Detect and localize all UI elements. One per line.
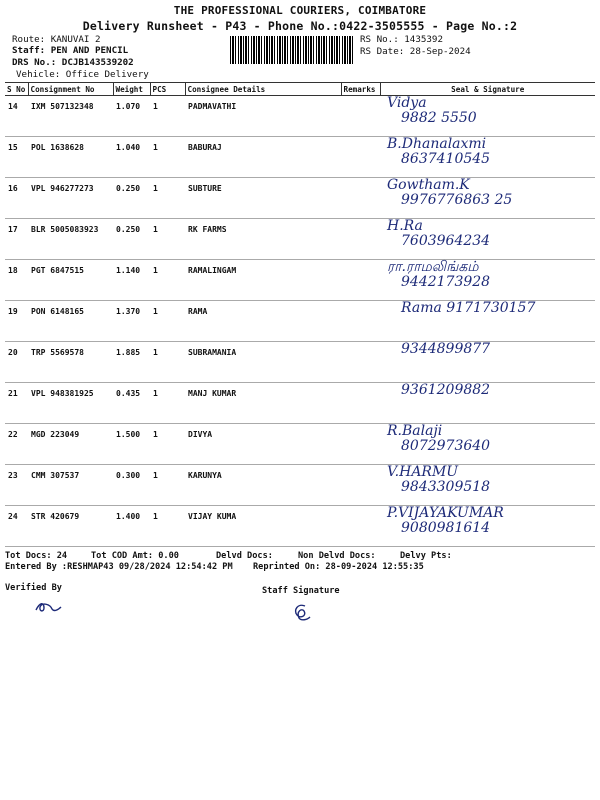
- row-consignment-no: PON 6148165: [28, 301, 113, 342]
- verified-by-label: Verified By: [5, 583, 62, 593]
- row-seal-signature: [380, 383, 595, 424]
- header-remarks: Remarks: [341, 83, 380, 96]
- company-title: THE PROFESSIONAL COURIERS, COIMBATORE: [173, 4, 427, 17]
- row-consignment-no: POL 1638628: [28, 137, 113, 178]
- staff-signature-label: Staff Signature: [262, 586, 340, 596]
- handwritten-signature: R.Balaji: [387, 423, 443, 439]
- row-remarks: [341, 137, 380, 178]
- row-remarks: [341, 219, 380, 260]
- handwritten-signature: Vidya: [387, 95, 427, 111]
- handwritten-signature: B.Dhanalaxmi: [387, 136, 487, 152]
- row-remarks: [341, 383, 380, 424]
- row-consignee: RAMA: [185, 301, 341, 342]
- row-consignment-no: PGT 6847515: [28, 260, 113, 301]
- handwritten-phone: 8072973640: [401, 438, 491, 454]
- row-sno: 15: [5, 137, 28, 178]
- runsheet-subtitle: Delivery Runsheet - P43 - Phone No.:0422-3505555 - Page No.:2: [82, 19, 518, 33]
- header-seal-signature: Seal & Signature: [380, 83, 595, 96]
- row-pcs: 1: [150, 383, 185, 424]
- table-row: [5, 506, 595, 547]
- row-consignment-no: STR 420679: [28, 506, 113, 547]
- row-sno: 24: [5, 506, 28, 547]
- row-pcs: 1: [150, 465, 185, 506]
- handwritten-phone: Rama 9171730157: [401, 300, 536, 316]
- row-seal-signature: [380, 219, 595, 260]
- table-row: [5, 342, 595, 383]
- reprinted-on: Reprinted On: 28-09-2024 12:55:35: [253, 562, 424, 572]
- row-seal-signature: [380, 178, 595, 219]
- row-pcs: 1: [150, 342, 185, 383]
- row-weight: 1.885: [113, 342, 150, 383]
- row-consignee: KARUNYA: [185, 465, 341, 506]
- row-weight: 0.250: [113, 219, 150, 260]
- row-pcs: 1: [150, 301, 185, 342]
- row-consignee: SUBRAMANIA: [185, 342, 341, 383]
- handwritten-phone: 9344899877: [401, 341, 491, 357]
- handwritten-phone: 9080981614: [401, 520, 491, 536]
- table-row: [5, 301, 595, 342]
- row-consignee: RAMALINGAM: [185, 260, 341, 301]
- table-header-row: [5, 83, 595, 96]
- row-weight: 1.070: [113, 96, 150, 137]
- table-row: [5, 465, 595, 506]
- row-remarks: [341, 96, 380, 137]
- row-pcs: 1: [150, 219, 185, 260]
- row-seal-signature: [380, 96, 595, 137]
- row-weight: 1.500: [113, 424, 150, 465]
- handwritten-signature: H.Ra: [387, 218, 423, 234]
- drs-number: DRS No.: DCJB143539202: [12, 57, 134, 68]
- rs-date: RS Date: 28-Sep-2024: [360, 46, 471, 57]
- total-docs: Tot Docs: 24: [5, 551, 68, 561]
- row-sno: 21: [5, 383, 28, 424]
- runsheet-table: [5, 82, 595, 547]
- row-consignee: VIJAY KUMA: [185, 506, 341, 547]
- row-pcs: 1: [150, 178, 185, 219]
- non-delivered-docs: Non Delvd Docs:: [298, 551, 376, 561]
- row-weight: 1.040: [113, 137, 150, 178]
- row-sno: 23: [5, 465, 28, 506]
- table-row: [5, 260, 595, 301]
- row-weight: 0.435: [113, 383, 150, 424]
- header-pcs: PCS: [150, 83, 185, 96]
- row-sno: 14: [5, 96, 28, 137]
- row-remarks: [341, 465, 380, 506]
- row-consignment-no: VPL 946277273: [28, 178, 113, 219]
- handwritten-phone: 9442173928: [401, 274, 491, 290]
- row-consignment-no: MGD 223049: [28, 424, 113, 465]
- row-consignment-no: IXM 507132348: [28, 96, 113, 137]
- table-row: [5, 383, 595, 424]
- handwritten-phone: 7603964234: [401, 233, 491, 249]
- row-remarks: [341, 260, 380, 301]
- row-consignee: PADMAVATHI: [185, 96, 341, 137]
- handwritten-phone: 8637410545: [401, 151, 491, 167]
- row-consignment-no: VPL 948381925: [28, 383, 113, 424]
- row-pcs: 1: [150, 96, 185, 137]
- row-sno: 20: [5, 342, 28, 383]
- row-consignment-no: CMM 307537: [28, 465, 113, 506]
- header-consignee: Consignee Details: [185, 83, 341, 96]
- row-seal-signature: [380, 137, 595, 178]
- entered-by: Entered By :RESHMAP43 09/28/2024 12:54:42 PM: [5, 562, 233, 572]
- handwritten-phone: 9361209882: [401, 382, 491, 398]
- row-sno: 18: [5, 260, 28, 301]
- row-sno: 17: [5, 219, 28, 260]
- rs-number: RS No.: 1435392: [360, 34, 443, 45]
- table-row: [5, 178, 595, 219]
- header-weight: Weight: [113, 83, 150, 96]
- row-sno: 16: [5, 178, 28, 219]
- row-seal-signature: [380, 506, 595, 547]
- row-consignee: MANJ KUMAR: [185, 383, 341, 424]
- verifier-initials: [34, 598, 64, 616]
- row-consignee: SUBTURE: [185, 178, 341, 219]
- row-seal-signature: [380, 424, 595, 465]
- row-pcs: 1: [150, 424, 185, 465]
- header-sno: S No: [5, 83, 28, 96]
- row-pcs: 1: [150, 137, 185, 178]
- vehicle-label: Vehicle: Office Delivery: [16, 69, 149, 80]
- row-seal-signature: [380, 465, 595, 506]
- row-seal-signature: [380, 301, 595, 342]
- handwritten-phone: 9843309518: [401, 479, 491, 495]
- row-weight: 1.140: [113, 260, 150, 301]
- row-remarks: [341, 301, 380, 342]
- table-row: [5, 96, 595, 137]
- staff-initials: [290, 602, 312, 622]
- row-seal-signature: [380, 260, 595, 301]
- row-remarks: [341, 424, 380, 465]
- table-row: [5, 137, 595, 178]
- row-weight: 1.400: [113, 506, 150, 547]
- row-seal-signature: [380, 342, 595, 383]
- delivery-points: Delvy Pts:: [400, 551, 452, 561]
- delivered-docs: Delvd Docs:: [216, 551, 273, 561]
- row-sno: 19: [5, 301, 28, 342]
- row-remarks: [341, 178, 380, 219]
- handwritten-signature: P.VIJAYAKUMAR: [387, 505, 504, 521]
- barcode: [230, 36, 354, 64]
- row-weight: 1.370: [113, 301, 150, 342]
- handwritten-signature: Gowtham.K: [387, 177, 470, 193]
- row-sno: 22: [5, 424, 28, 465]
- handwritten-phone: 9976776863 25: [401, 192, 513, 208]
- row-weight: 0.300: [113, 465, 150, 506]
- row-consignee: RK FARMS: [185, 219, 341, 260]
- row-consignee: BABURAJ: [185, 137, 341, 178]
- row-remarks: [341, 342, 380, 383]
- route-label: Route: KANUVAI 2: [12, 34, 101, 45]
- row-consignee: DIVYA: [185, 424, 341, 465]
- row-consignment-no: TRP 5569578: [28, 342, 113, 383]
- handwritten-signature: V.HARMU: [387, 464, 459, 480]
- row-pcs: 1: [150, 506, 185, 547]
- table-row: [5, 219, 595, 260]
- row-weight: 0.250: [113, 178, 150, 219]
- row-consignment-no: BLR 5005083923: [28, 219, 113, 260]
- row-remarks: [341, 506, 380, 547]
- header-consignment: Consignment No: [28, 83, 113, 96]
- handwritten-signature: ரா.ராமலிங்கம்: [387, 259, 479, 275]
- row-pcs: 1: [150, 260, 185, 301]
- staff-label: Staff: PEN AND PENCIL: [12, 45, 129, 56]
- handwritten-phone: 9882 5550: [401, 110, 477, 126]
- total-cod-amount: Tot COD Amt: 0.00: [91, 551, 179, 561]
- table-row: [5, 424, 595, 465]
